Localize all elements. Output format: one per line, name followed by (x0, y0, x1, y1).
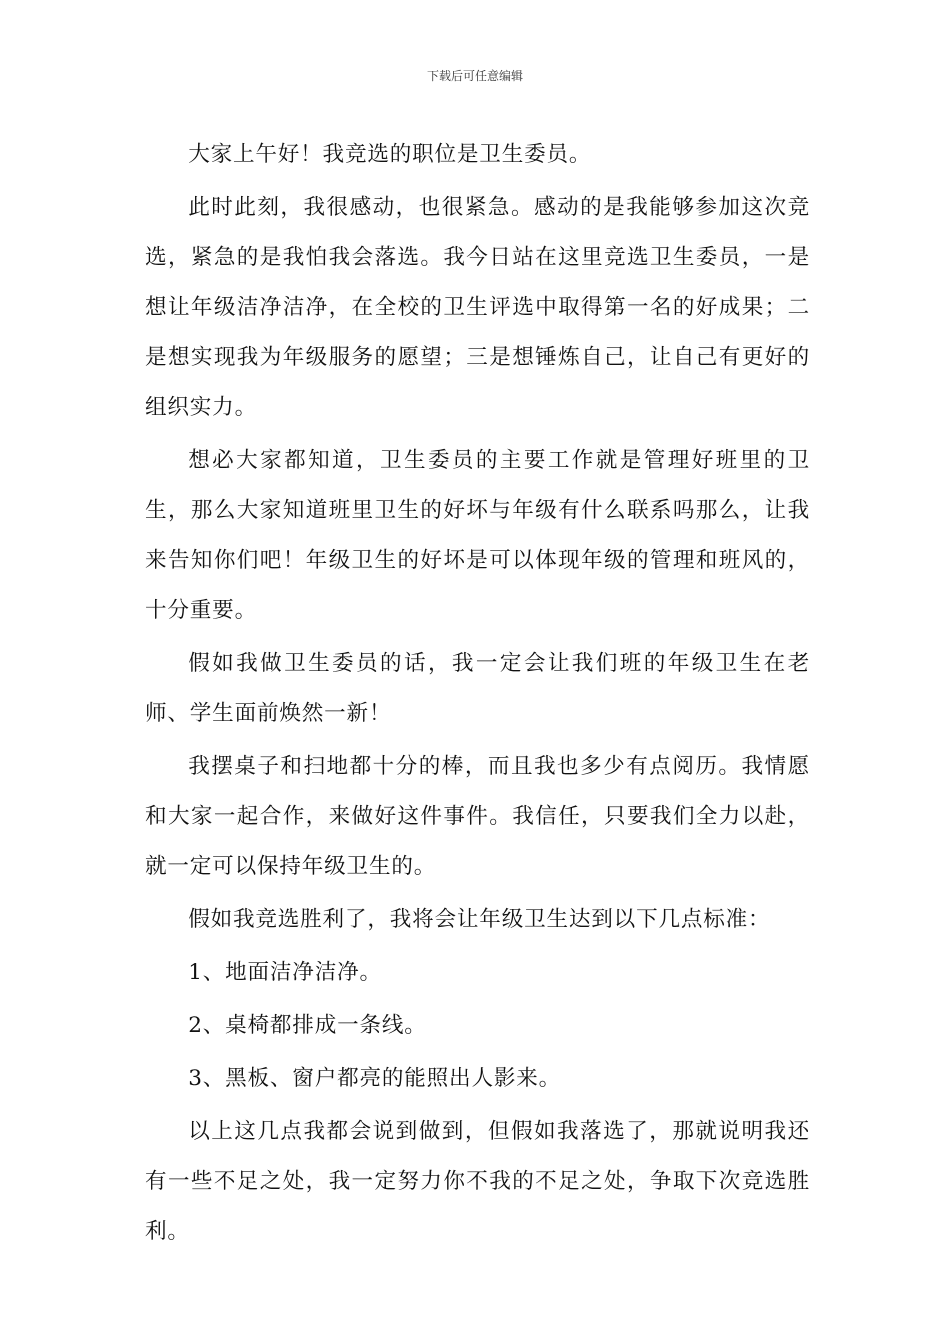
page-header: 下载后可任意编辑 (426, 69, 523, 83)
list-item: 2、桌椅都排成一条线。 (188, 1013, 427, 1038)
paragraph: 大家上午好！我竞选的职位是卫生委员。 (188, 142, 592, 167)
paragraph: 我摆桌子和扫地都十分的棒，而且我也多少有点阅历。我情愿和大家一起合作，来做好这件事件。我信任，只要我们全力以赴，就一定可以保持年级卫生的。 (145, 754, 810, 879)
document-body (145, 130, 810, 1260)
list-item: 3、黑板、窗户都亮的能照出人影来。 (188, 1066, 562, 1091)
paragraph: 此时此刻，我很感动，也很紧急。感动的是我能够参加这次竞选，紧急的是我怕我会落选。我今日站在这里竞选卫生委员，一是想让年级洁净洁净，在全校的卫生评选中取得第一名的好成果；二是想实现我为年级服务的愿望；三是想锤炼自己，让自己有更好的组织实力。 (145, 195, 810, 420)
paragraph: 以上这几点我都会说到做到，但假如我落选了，那就说明我还有一些不足之处，我一定努力你不我的不足之处，争取下次竞选胜利。 (145, 1119, 810, 1244)
paragraph: 假如我做卫生委员的话，我一定会让我们班的年级卫生在老师、学生面前焕然一新！ (145, 651, 810, 726)
paragraph: 想必大家都知道，卫生委员的主要工作就是管理好班里的卫生，那么大家知道班里卫生的好坏与年级有什么联系吗那么，让我来告知你们吧！年级卫生的好坏是可以体现年级的管理和班风的，十分重要。 (145, 448, 810, 623)
list-item: 1、地面洁净洁净。 (188, 960, 382, 985)
paragraph: 假如我竞选胜利了，我将会让年级卫生达到以下几点标准： (188, 907, 771, 932)
